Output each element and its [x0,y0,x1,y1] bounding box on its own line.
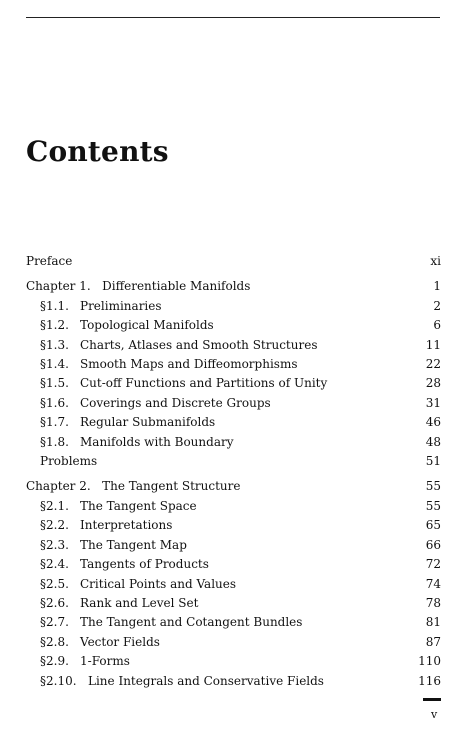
section-title: Regular Submanifolds [80,415,216,430]
section-title: Critical Points and Values [80,576,237,591]
toc-page-number: 55 [425,498,441,513]
toc-section [26,555,441,574]
toc-page-number: 28 [425,376,441,391]
section-title: The Tangent and Cotangent Bundles [80,615,303,630]
toc-section [26,575,441,594]
toc-page-number: 66 [425,537,441,552]
toc-page-number: 11 [425,337,441,352]
section-number: §1.4. [40,357,69,372]
chapter-label: Chapter 1. [26,279,91,294]
toc-page-number: 46 [425,415,441,430]
section-title: 1-Forms [80,654,130,669]
section-number: §2.5. [40,576,69,591]
toc-entry-title: Preface [26,254,73,268]
section-number: §1.7. [40,415,69,430]
section-number: §2.9. [40,654,69,669]
section-number: §1.1. [40,298,69,313]
toc-section [26,536,441,555]
section-number: §2.2. [40,518,69,533]
chapter-label: Chapter 2. [26,479,91,494]
section-title: Manifolds with Boundary [80,434,234,449]
section-title: Vector Fields [80,634,160,649]
section-title: Preliminaries [80,298,162,313]
toc-page-number: 2 [433,298,441,313]
toc-section [26,594,441,613]
toc-page-number: 74 [425,576,441,591]
toc-section [26,297,441,316]
table-of-contents [26,252,441,691]
toc-page-number: 55 [425,479,441,494]
section-number: §1.8. [40,434,69,449]
section-title: The Tangent Map [80,537,187,552]
section-title: Smooth Maps and Diffeomorphisms [80,357,298,372]
section-number: §2.10. [40,673,77,688]
toc-page-number: 116 [418,673,441,688]
section-number: §2.8. [40,634,69,649]
toc-chapter-1 [26,277,441,296]
section-title: Topological Manifolds [80,318,214,333]
problems-label: Problems [40,454,98,469]
toc-page-number: 110 [418,654,441,669]
toc-section [26,413,441,432]
section-number: §1.5. [40,376,69,391]
toc-section [26,516,441,535]
toc-section [26,316,441,335]
toc-page-number: 81 [425,615,441,630]
toc-section [26,394,441,413]
section-number: §2.1. [40,498,69,513]
section-title: Coverings and Discrete Groups [80,395,271,410]
toc-problems [26,452,441,471]
toc-page-number: 1 [433,279,441,294]
section-title: Line Integrals and Conservative Fields [88,673,324,688]
toc-section [26,355,441,374]
section-title: Cut-off Functions and Partitions of Unity [80,376,328,391]
page-title: Contents [26,135,169,168]
toc-page-number: 72 [425,557,441,572]
page-footer-rule [423,698,441,701]
section-title: Rank and Level Set [80,595,199,610]
toc-page-number: 78 [425,595,441,610]
toc-page-number: 6 [433,318,441,333]
toc-page-number: 48 [425,434,441,449]
section-title: Tangents of Products [80,557,209,572]
toc-page-number: 87 [425,634,441,649]
toc-section [26,336,441,355]
toc-section [26,433,441,452]
section-title: Interpretations [80,518,173,533]
page-number: v [431,708,438,721]
toc-page-number: xi [430,254,441,268]
toc-page-number: 65 [425,518,441,533]
toc-page-number: 22 [425,357,441,372]
toc-page-number: 31 [425,395,441,410]
toc-section [26,374,441,393]
toc-section [26,672,441,691]
toc-section [26,497,441,516]
section-number: §2.4. [40,557,69,572]
toc-chapter-2 [26,477,441,496]
section-number: §2.3. [40,537,69,552]
section-number: §1.3. [40,337,69,352]
toc-page-number: 51 [425,454,441,469]
section-number: §2.6. [40,595,69,610]
section-number: §1.2. [40,318,69,333]
toc-entry-preface [26,252,441,271]
toc-section [26,613,441,632]
top-rule [26,17,440,18]
section-number: §1.6. [40,395,69,410]
section-title: Charts, Atlases and Smooth Structures [80,337,318,352]
toc-section [26,652,441,671]
section-number: §2.7. [40,615,69,630]
chapter-title: The Tangent Structure [102,479,241,494]
section-title: The Tangent Space [80,498,197,513]
chapter-title: Differentiable Manifolds [102,279,251,294]
toc-section [26,633,441,652]
